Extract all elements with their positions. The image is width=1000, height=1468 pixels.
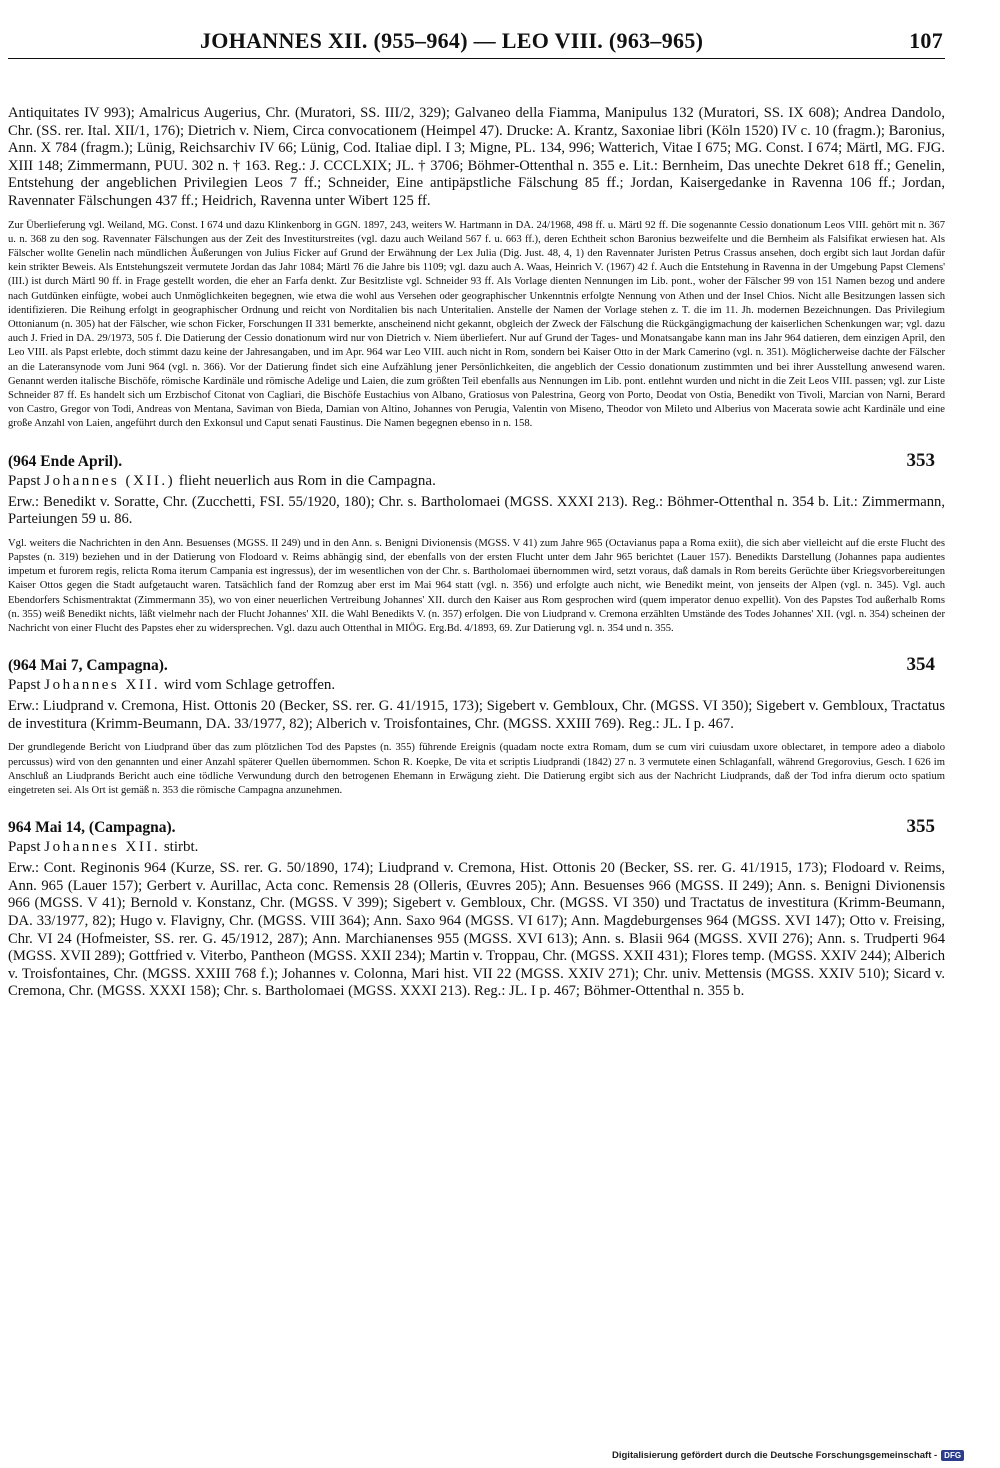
entry-header <box>8 816 945 838</box>
entry-number: 353 <box>906 449 935 471</box>
digitization-footer <box>612 1450 964 1461</box>
page-header-title: JOHANNES XII. (955–964) — LEO VIII. (963–965) <box>200 28 704 53</box>
entry-title-prefix: Papst <box>8 472 41 489</box>
entry-title-rest: stirbt. <box>163 839 199 856</box>
entry-commentary: Vgl. weiters die Nachrichten in den Ann. Besuenses (MGSS. II 249) und in den Ann. s. Benigni Divionensis (MGSS. V 41) zum Jahre 965 (Octavianus papa a Roma exiit), die sich aber vielleicht auf die erste Flucht des Papstes (n. 319) beziehen und in der Datierung von Flodoard v. Reims abhängig sind, der ebenfalls von der ersten Flucht unter dem Jahr 965 berichtet (Lauer 157). Benedikts Darstellung (Johannes papa audientes impetum et furorem regis, relicta Roma iterum Campania est ingressus), der im wesentlichen von der Chr. s. Bartholomaei übernommen wird, setzt voraus, daß damals in Rom bereits Gerüchte über Kriegsvorbereitungen Kaiser Ottos gegen die Stadt aufgetaucht waren. Tatsächlich fand der Romzug aber erst im Mai 964 statt (vgl. n. 356) und erfolgte auch nicht, wie Benedikt meint, von jenseits der Alpen (vgl. n. 345). Vgl. auch Ebendorfers Schismentraktat (Zimmermann 35), wo von einer neuerlichen Vertreibung Johannes' XII. durch den Kaiser aus Rom gesprochen wird (quem imperator denuo expellit). Von des Papstes Tod außerhalb Roms (n. 355) weiß Benedikt nichts, läßt vielmehr nach der Flucht Johannes' XII. die Wahl Benedikts V. (n. 357) erfolgen. Die von Liudprand v. Cremona erzählten Umstände des Todes Johannes' XII. (vgl. n. 354) scheinen der Nachricht von einer Flucht des Papstes eher zu widersprechen. Vgl. dazu auch Ottenthal in MIÖG. Erg.Bd. 4/1893, 69. Zur Datierung vgl. n. 354 und n. 355. <box>8 537 945 635</box>
regest-entry-354 <box>8 654 945 798</box>
document-page <box>8 28 945 1001</box>
entry-title-prefix: Papst <box>8 677 41 694</box>
entry-number: 355 <box>906 816 935 838</box>
entry-title-prefix: Papst <box>8 839 41 856</box>
regest-entry-355 <box>8 816 945 1001</box>
regest-entry-353 <box>8 450 945 637</box>
entry-sources: Erw.: Cont. Reginonis 964 (Kurze, SS. rer. G. 50/1890, 174); Liudprand v. Cremona, Hist. Ottonis 20 (Becker, SS. rer. G. 41/1915, 173); Flodoard v. Reims, Ann. 965 (Lauer 157); Gerbert v. Aurillac, Acta conc. Remensis 28 (Olleris, Œuvres 205); Ann. Besuenses 966 (MGSS. II 249); Ann. s. Benigni Divionensis 966 (MGSS. V 41); Bernold v. Konstanz, Chr. (MGSS. V 399); Sigebert v. Gembloux, Chr. (MGSS. VI 350) und Tractatus de investitura (Krimm-Beumann, DA. 33/1977, 82); Hugo v. Flavigny, Chr. (MGSS. VIII 364); Ann. Saxo 964 (MGSS. VI 617); Ann. Magdeburgenses 964 (MGSS. XVI 147); Otto v. Freising, Chr. VI 24 (Hofmeister, SS. rer. G. 45/1912, 287); Ann. Marchianenses 955 (MGSS. XVI 613); Ann. s. Blasii 964 (MGSS. XVII 276); Ann. s. Trudperti 964 (MGSS. XVII 289); Gottfried v. Viterbo, Pantheon (MGSS. XXII 234); Martin v. Troppau, Chr. (MGSS. XXII 431); Flores temp. (MGSS. XXIV 244); Alberich v. Troisfontaines, Chr. (MGSS. XXIII 768 f.); Johannes v. Colonna, Mari hist. VII 22 (MGSS. XXIV 271); Chr. univ. Mettensis (MGSS. XXIV 510); Sicard v. Cremona, Chr. (MGSS. XXXI 158); Chr. s. Bartholomaei (MGSS. XXXI 213). Reg.: JL. I p. 467; Böhmer-Ottenthal n. 355 b. <box>8 860 945 1000</box>
entry-title <box>8 472 945 490</box>
entry-commentary: Der grundlegende Bericht von Liudprand über das zum plötzlichen Tod des Papstes (n. 355) führende Ereignis (quadam nocte extra Romam, dum se cum viri cuiusdam uxore oblectaret, in tempore adeo a diabolo percussus) wird von den genannten und einer Anzahl späterer Quellen übernommen. Schon R. Koepke, De vita et scriptis Liudprandi (1842) 27 n. 3 vermutete einen Schlaganfall, während Gregorovius, Gesch. I 626 im Anschluß an Liudprands Bericht auch eine tödliche Verwundung durch den betrogenen Ehemann in Erwägung zieht. Die Datierung ergibt sich aus der Nachricht Liudprands, daß der Tod infra dierum octo spatium eingetreten sei. Als Ort ist gemäß n. 353 die römische Campagna anzunehmen. <box>8 742 945 797</box>
running-header <box>8 28 945 59</box>
entry-sources: Erw.: Benedikt v. Soratte, Chr. (Zucchetti, FSI. 55/1920, 180); Chr. s. Bartholomaei (MGSS. XXXI 213). Reg.: Böhmer-Ottenthal n. 354 b. Lit.: Zimmermann, Parteiungen 59 u. 86. <box>8 493 945 528</box>
entry-title-rest: flieht neuerlich aus Rom in die Campagna. <box>178 472 436 489</box>
entry-title-name: Johannes XII. <box>44 839 161 856</box>
footer-text: Digitalisierung gefördert durch die Deutsche Forschungsgemeinschaft - <box>612 1450 938 1461</box>
intro-commentary: Zur Überlieferung vgl. Weiland, MG. Const. I 674 und dazu Klinkenborg in GGN. 1897, 243, weiters W. Hartmann in DA. 24/1968, 498 ff. u. Märtl 92 ff. Die sogenannte Cessio donationum Leos VIII. gehört mit n. 367 u. n. 368 zu den sog. Ravennater Fälschungen aus der Zeit des Investiturstreites (vgl. dazu auch Weiland 567 f. u. 663 ff.), deren Echtheit schon Baronius bezweifelte und die Bernheim als Falsifikat erwiesen hat. Als Fälscher wollte Genelin nach mündlichen Äußerungen von Julius Ficker auf Grund der Erwähnung der Lex Julia (Dig. Just. 48, 4, 1) den Ravennater Juristen Petrus Crassus ansehen, doch ergibt sich laut Jordan dafür kein strikter Beweis. Als Entstehungszeit vermutete Jordan das Jahr 1084; Märtl 76 die Jahre bis 1109; vgl. dazu auch A. Waas, Heinrich V. (1967) 42 f. Auch die Entstehung in Ravenna in der Umgebung Papst Clemens' (III.) ist durch Märtl 90 ff. in Frage gestellt worden, die eher an Farfa denkt. Zur Besitzliste vgl. Schneider 93 ff. Als Vorlage dienten Nennungen im Lib. pont., woher der Fälscher 99 von 151 Namen bezog und andere nach Gutdünken einfügte, wobei auch Unmöglichkeiten begegnen, wie etwa die wohl aus Versehen oder geographischer Unkenntnis erfolgte Nennung von Athen und der Insel Chios. Nicht alle Besitzungen lassen sich identifizieren. Die Reihung erfolgt in geographischer Ordnung und reicht von Norditalien bis nach Unteritalien. Anstelle der Namen der Vorlage stehen z. T. die im 11. Jh. modernen Bezeichnungen. Das Privilegium Ottonianum (n. 305) hat der Fälscher, wie schon Ficker, Forschungen II 331 bemerkte, anscheinend nicht gekannt, obgleich der Zweck der Fälschung die Rückgängigmachung der kaiserlichen Schenkungen war; vgl. dazu auch J. Fried in DA. 29/1973, 505 f. Die Datierung der Cessio donationum wird nur von Dietrich v. Niem überliefert. Nur auf Grund der Tages- und Monatsangabe kann man ins Jahr 964 datieren, dem einzigen April, den Leo VIII. als Papst erlebte, doch stimmt dazu keine der Jahresangaben, und im Apr. 964 war Leo VIII. auch nicht in Rom, sondern bei Kaiser Otto in der Mark Camerino (vgl. n. 351). Möglicherweise dachte der Fälscher an die Lateransynode vom Juni 964 (vgl. n. 366). Vor der Datierung findet sich eine Aufzählung jener Persönlichkeiten, die angeblich der Cessio donationum zustimmten und bei ihrer Ausstellung anwesend waren. Genannt werden italische Bischöfe, römische Kardinäle und römische Adelige und Laien, die zum größten Teil ebenfalls aus Nennungen im Lib. pont. entlehnt wurden und nicht in die Zeit Leos VIII. passen; vgl. zur Liste Schneider 87 ff. Es handelt sich um Erzbischof Citonat von Cagliari, die Bischöfe Eustachius von Albano, Gratiosus von Palestrina, Georg von Porto, Deodat von Ostia, Benedikt von Tivoli, Marcian von Narni, Berard von Castro, Gregor von Todi, Andreas von Mentana, Saviman von Bieda, Damian von Altino, Johannes von Perugia, Valentin von Miseno, Theodor von Mileto und Alberius von Macerata sowie acht Kardinäle und eine große Anzahl von Laien, angeführt durch den Exkonsul und Caput senati Faustinus. Die Namen begegnen ebenso in n. 158. <box>8 219 945 430</box>
entry-date: (964 Ende April). <box>8 452 123 470</box>
entry-title <box>8 838 945 856</box>
intro-main-text: Antiquitates IV 993); Amalricus Augerius, Chr. (Muratori, SS. III/2, 329); Galvaneo della Fiamma, Manipulus 132 (Muratori, SS. IX 608); Andrea Dandolo, Chr. (SS. rer. Ital. XII/1, 176); Dietrich v. Niem, Circa convocationem (Heimpel 47). Drucke: A. Krantz, Saxoniae libri (Köln 1520) IV c. 10 (fragm.); Baronius, Ann. X 784 (fragm.); Lünig, Reichsarchiv IV 66; Lünig, Cod. Italiae dipl. I 3; Migne, PL. 134, 996; Watterich, Vitae I 675; MG. Const. I 674; Märtl, MG. FJG. XIII 148; Zimmermann, PUU. 302 n. † 163. Reg.: J. CCCLXIX; JL. † 3706; Böhmer-Ottenthal n. 355 e. Lit.: Bernheim, Das unechte Dekret 618 ff.; Genelin, Entstehung der angeblichen Privilegien Leos 7 ff.; Schneider, Eine antipäpstliche Fälschung 85 ff.; Jordan, Kaisergedanke in Ravenna 106 ff.; Jordan, Ravennater Fälschungen 437 ff.; Heidrich, Ravenna unter Wibert 125 ff. <box>8 105 945 209</box>
entry-title-name: Johannes (XII.) <box>44 472 176 489</box>
entry-header <box>8 450 945 472</box>
entry-title-rest: wird vom Schlage getroffen. <box>163 677 336 694</box>
entry-date: (964 Mai 7, Campagna). <box>8 657 168 675</box>
page-number: 107 <box>909 28 943 53</box>
dfg-logo-icon: DFG <box>941 1450 964 1461</box>
entry-title <box>8 676 945 694</box>
entry-title-name: Johannes XII. <box>44 677 161 694</box>
entry-header <box>8 654 945 676</box>
entry-number: 354 <box>906 654 935 676</box>
entry-sources: Erw.: Liudprand v. Cremona, Hist. Ottonis 20 (Becker, SS. rer. G. 41/1915, 173); Sigebert v. Gembloux, Chr. (MGSS. VI 350); Sigebert v. Gembloux, Tractatus de investitura (Krimm-Beumann, DA. 33/1977, 82); Alberich v. Troisfontaines, Chr. (MGSS. XXIII 769). Reg.: JL. I p. 467. <box>8 698 945 732</box>
entry-date: 964 Mai 14, (Campagna). <box>8 819 176 837</box>
